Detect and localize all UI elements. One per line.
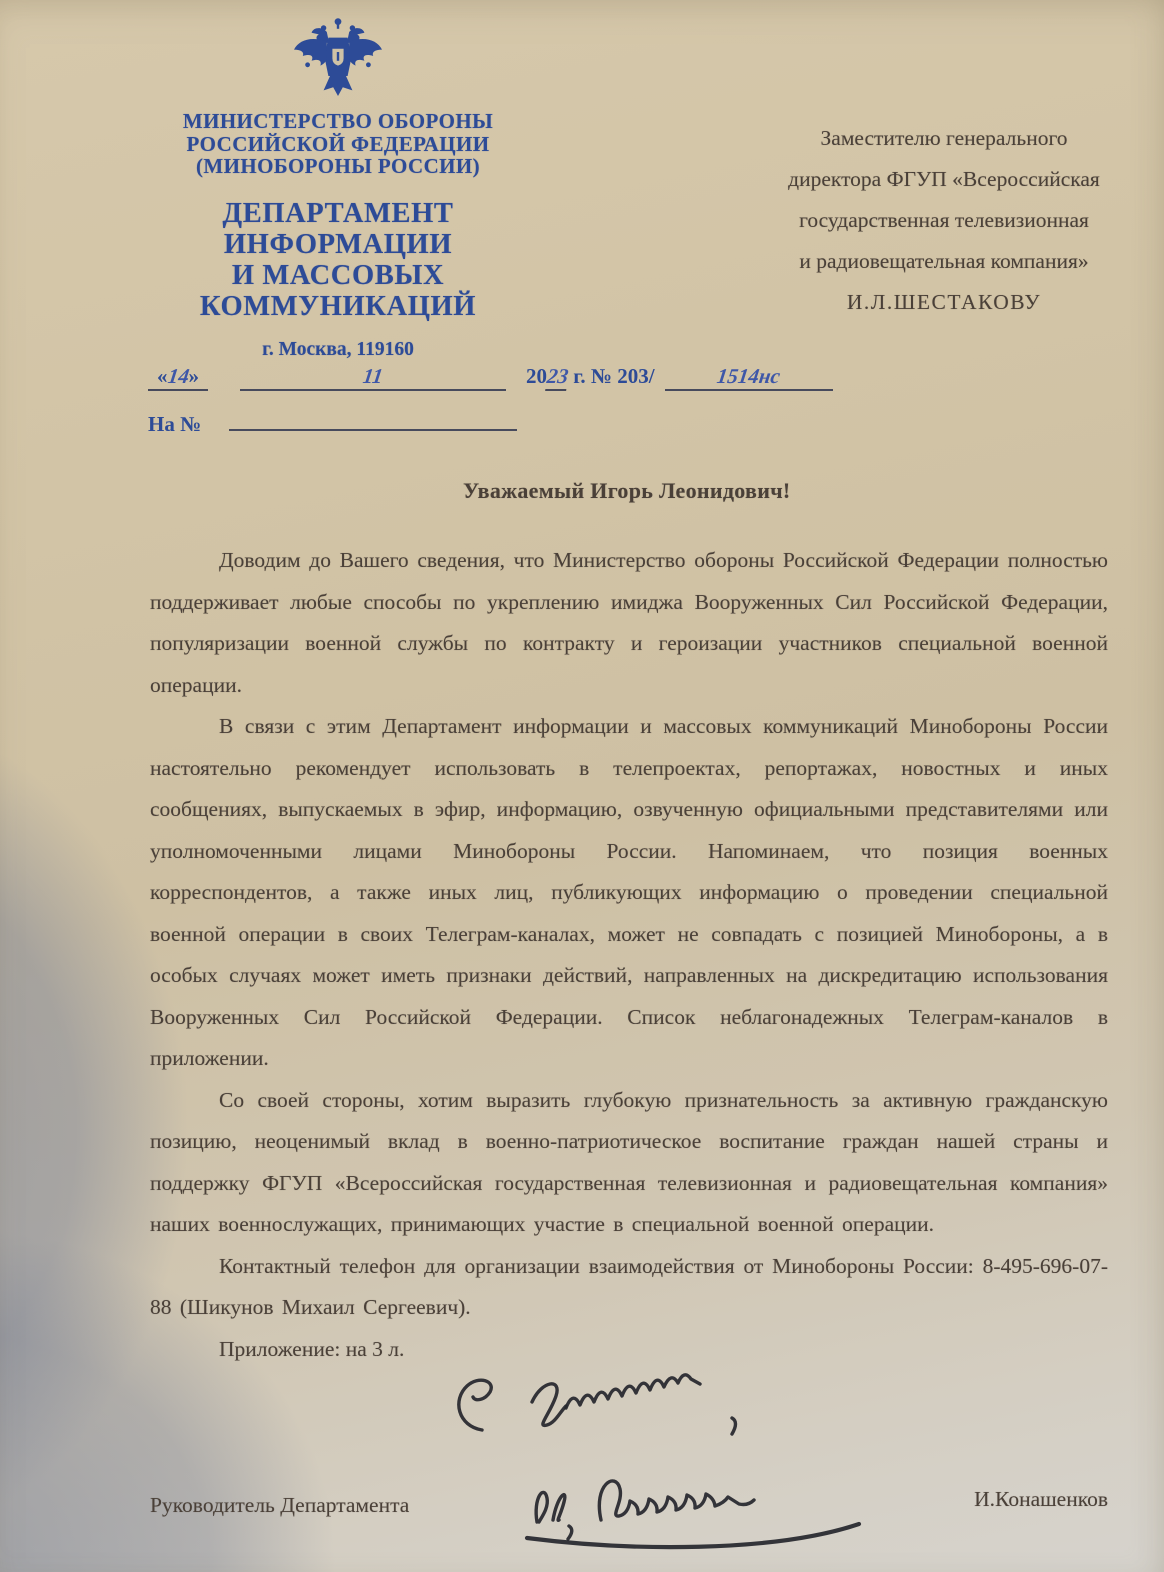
letterhead-city: г. Москва, 119160 — [262, 338, 414, 360]
org-name-line3: (МИНОБОРОНЫ РОССИИ) — [195, 154, 481, 178]
department-name: ДЕПАРТАМЕНТ ИНФОРМАЦИИ И МАССОВЫХ КОММУНИКАЦИЙ — [199, 197, 477, 322]
handwritten-regards-scribble — [440, 1370, 1108, 1454]
outgoing-number-field — [665, 364, 833, 391]
attachment-note: Приложение: на 3 л. — [219, 1336, 405, 1361]
letter-body — [150, 468, 1108, 1558]
paragraph: Доводим до Вашего сведения, что Министерство обороны Российской Федерации полностью поддерживает любые способы по укреплению имиджа Вооруженных Сил Российской Федерации, популяризации военной службы по контракту и героизации участников специальной военной операции. — [150, 548, 1108, 697]
addressee-line: Заместителю генерального — [820, 126, 1068, 150]
date-month-field — [240, 364, 506, 391]
director-signature-scribble — [507, 1456, 877, 1558]
salutation: Уважаемый Игорь Леонидович! — [463, 478, 791, 503]
paragraph: Контактный телефон для организации взаимодействия от Минобороны России: 8-495-696-07-88 (Шикунов Михаил Сергеевич). — [150, 1253, 1108, 1319]
signer-name: И.Конашенков — [974, 1487, 1108, 1511]
handwritten-month: 11 — [361, 364, 385, 388]
reference-block — [148, 364, 948, 437]
handwritten-number: 1514нс — [715, 364, 782, 388]
addressee-name: И.Л.ШЕСТАКОВУ — [846, 290, 1042, 314]
reply-to-label: На № — [148, 412, 202, 436]
date-day-field: «14» — [148, 364, 208, 391]
paragraph: В связи с этим Департамент информации и массовых коммуникаций Минобороны России настоятельно рекомендует использовать в телепроектах, репортажах, новостных и иных сообщениях, выпускаемых в эфир, информацию, озвученную официальными представителями или уполномоченными лицами Минобороны России. Напоминаем, что позиция военных корреспондентов, а также иных лиц, публикующих информацию о проведении специальной военной операции в своих Телеграм-каналах, может не совпадать с позицией Минобороны, а в особых случаях может иметь признаки действий, направленных на дискредитацию использования Вооруженных Сил Российской Федерации. Список неблагонадежных Телеграм-каналов в приложении. — [150, 714, 1108, 1070]
addressee-line: директора ФГУП «Всероссийская — [788, 167, 1100, 191]
signer-title: Руководитель Департамента — [150, 1493, 410, 1517]
year-and-number: 2023 г. № 203/ — [526, 364, 655, 391]
signature-row — [150, 1456, 1108, 1558]
paragraph: Со своей стороны, хотим выразить глубокую признательность за активную гражданскую позицию, неоценимый вклад в военно-патриотическое воспитание граждан нашей страны и поддержку ФГУП «Всероссийская государственная телевизионная и радиовещательная компания» наших военнослужащих, принимающих участие в специальной военной операции. — [150, 1087, 1108, 1236]
reply-to-line — [148, 411, 948, 437]
addressee-line: государственная телевизионная — [799, 208, 1089, 232]
russian-double-eagle-emblem-icon — [290, 14, 386, 106]
date-number-line — [148, 364, 948, 391]
org-name-line1: МИНИСТЕРСТВО ОБОРОНЫ — [182, 109, 494, 133]
addressee-block — [726, 118, 1162, 323]
handwritten-day: 14 — [165, 364, 191, 388]
org-name-line2: РОССИЙСКОЙ ФЕДЕРАЦИИ — [186, 131, 490, 156]
reply-number-field — [229, 411, 517, 431]
letterhead — [152, 14, 524, 361]
addressee-line: и радиовещательная компания» — [799, 249, 1089, 273]
handwritten-year: 23 — [545, 364, 570, 391]
